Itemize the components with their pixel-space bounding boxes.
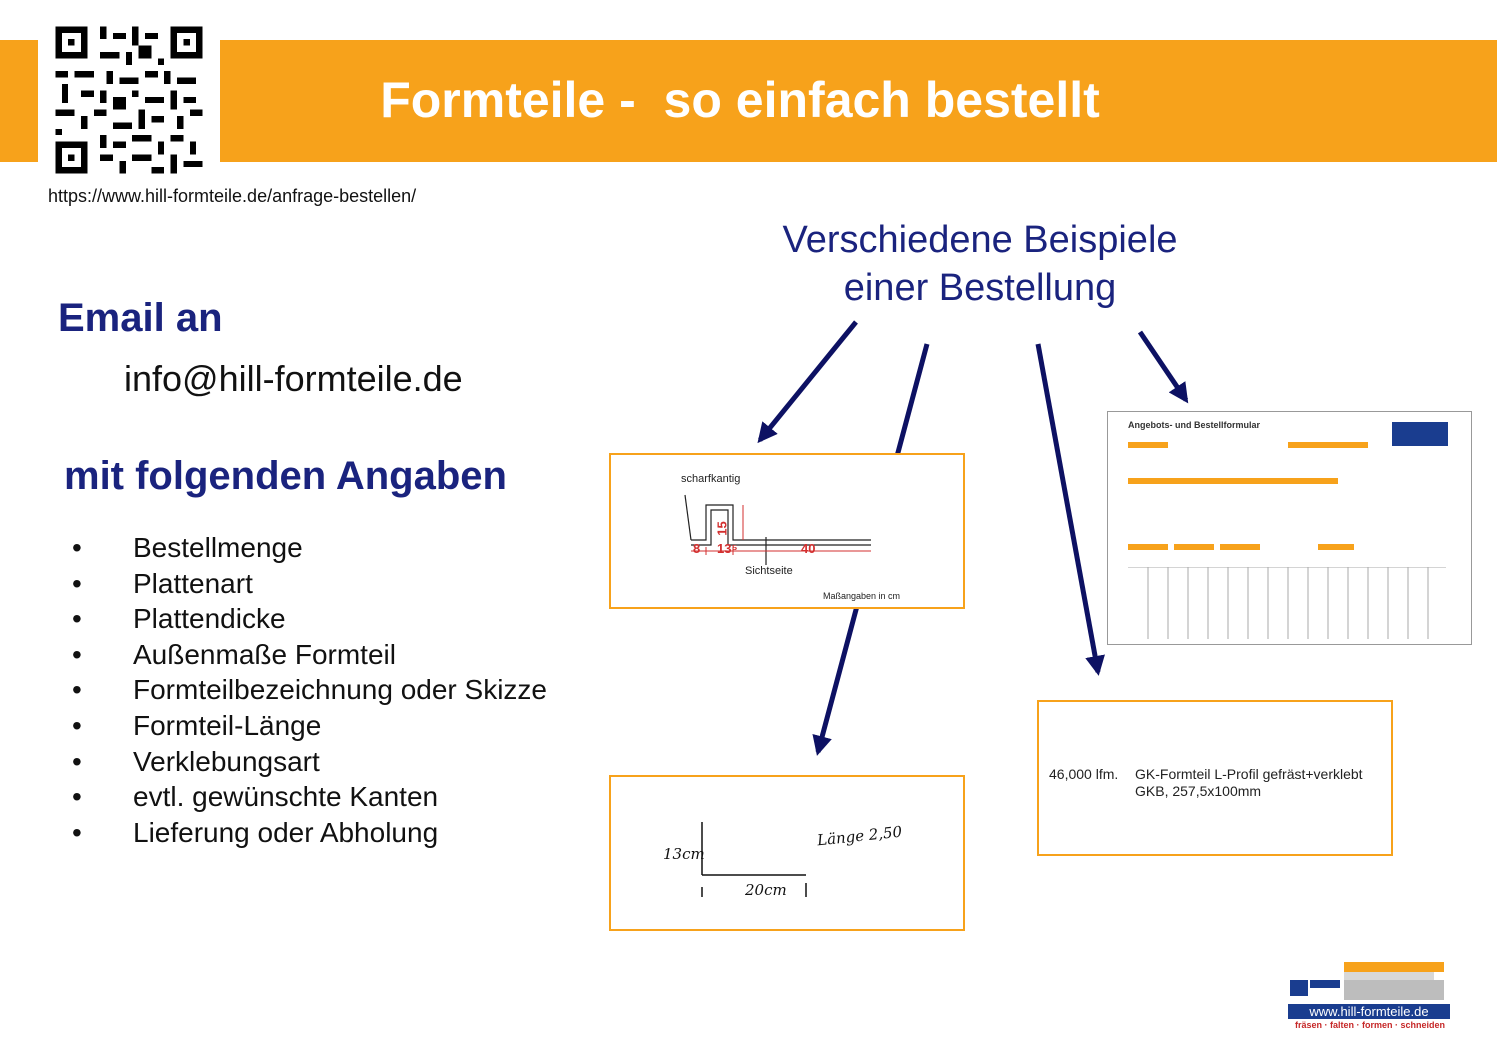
list-item: • Formteilbezeichnung oder Skizze — [72, 672, 553, 708]
order-description: GK-Formteil L-Profil gefräst+verklebt GKB, 257,5x100mm — [1135, 766, 1363, 799]
form-table-lines — [1128, 567, 1446, 639]
list-item: • Formteil-Länge — [72, 708, 553, 744]
arrow-to-text-order — [1038, 344, 1098, 672]
arrow-to-sketch — [760, 322, 856, 440]
list-item: • Lieferung oder Abholung — [72, 815, 553, 851]
order-quantity: 46,000 lfm. — [1049, 766, 1119, 782]
sketch-label-units: Maßangaben in cm — [823, 591, 901, 601]
form-logo — [1392, 422, 1448, 446]
dim-8: 8 — [693, 541, 701, 556]
form-bar — [1288, 442, 1368, 448]
company-logo[interactable] — [1288, 958, 1454, 1032]
order-page-url[interactable]: https://www.hill-formteile.de/anfrage-bestellen/ — [48, 186, 417, 206]
example-order-form — [1107, 411, 1472, 645]
email-heading: Email an — [58, 296, 223, 340]
form-bar — [1220, 544, 1260, 550]
sketch-label-sharp: scharfkantig — [681, 473, 741, 485]
list-item: • Bestellmenge — [72, 530, 553, 566]
list-item: • evtl. gewünschte Kanten — [72, 779, 553, 815]
form-bar — [1128, 544, 1168, 550]
examples-heading-line1: Verschiedene Beispiele — [782, 219, 1178, 261]
examples-heading-line2: einer Bestellung — [843, 267, 1117, 309]
example-hand-drawing — [609, 775, 965, 931]
logo-website: www.hill-formteile.de — [1288, 1004, 1450, 1019]
hand-height-label: 13cm — [663, 845, 705, 863]
hand-length-label: Länge 2,50 — [816, 822, 903, 850]
form-bar — [1128, 442, 1168, 448]
list-item: • Plattenart — [72, 566, 553, 602]
details-heading: mit folgenden Angaben — [64, 454, 507, 498]
form-bar — [1128, 478, 1338, 484]
example-text-order — [1037, 700, 1393, 856]
sketch-label-visible-side: Sichtseite — [745, 565, 793, 577]
email-address-link[interactable]: info@hill-formteile.de — [124, 358, 463, 399]
list-item: • Plattendicke — [72, 601, 553, 637]
form-title: Angebots- und Bestellformular — [1128, 420, 1261, 430]
example-technical-sketch — [609, 453, 965, 609]
profile-drawing — [671, 485, 891, 565]
logo-tagline: fräsen · falten · formen · schneiden — [1294, 1020, 1446, 1030]
dim-13: 13⁵ — [717, 541, 738, 556]
logo-mark — [1288, 958, 1454, 1004]
arrow-to-form — [1140, 332, 1186, 400]
dim-40: 40 — [801, 541, 816, 556]
page-title: Formteile - so einfach bestellt — [380, 72, 1100, 128]
dim-15: 15 — [714, 521, 730, 536]
form-bar — [1174, 544, 1214, 550]
list-item: • Außenmaße Formteil — [72, 637, 553, 673]
list-item: • Verklebungsart — [72, 744, 553, 780]
hand-width-label: 20cm — [745, 881, 787, 899]
form-bar — [1318, 544, 1354, 550]
